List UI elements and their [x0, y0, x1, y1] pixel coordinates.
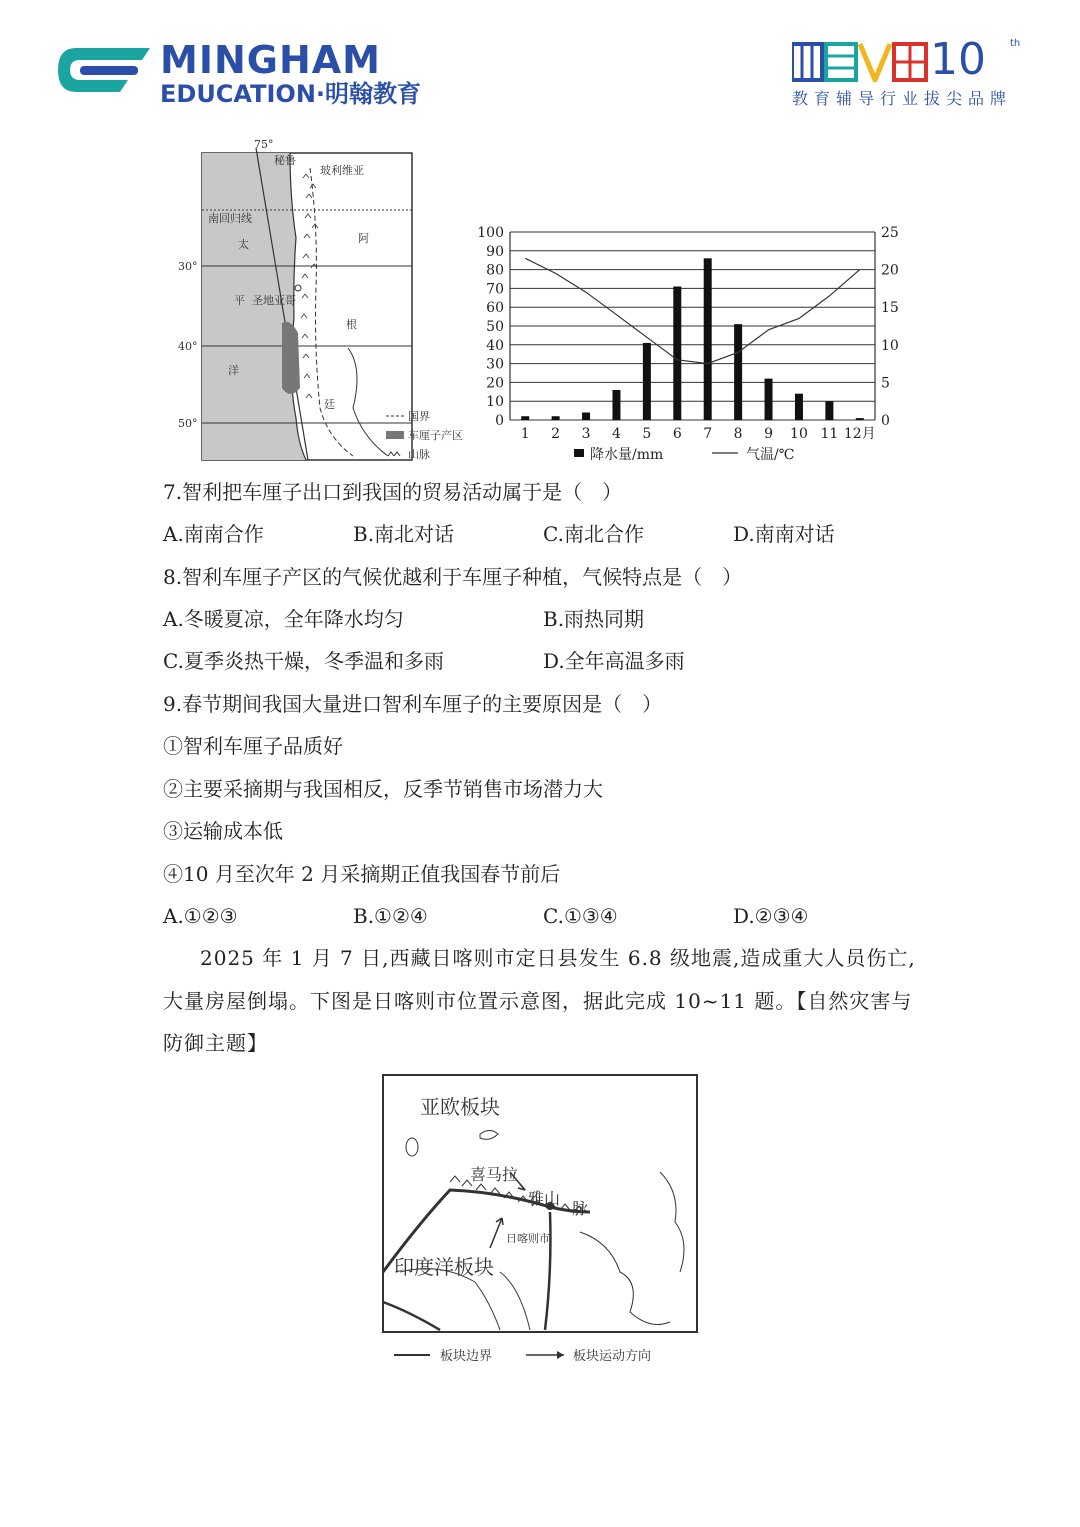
precip-bar [765, 379, 773, 420]
eurasia-plate-label: 亚欧板块 [420, 1095, 500, 1119]
month-tick-label: 11 [820, 426, 839, 442]
brand-name: MINGHAM [160, 38, 381, 82]
argentina-char-1: 阿 [358, 232, 369, 245]
left-tick-label: 90 [486, 243, 504, 260]
month-tick-label: 1 [520, 426, 530, 442]
month-tick-label: 12月 [843, 426, 876, 442]
intro-line-1: 2025 年 1 月 7 日,西藏日喀则市定日县发生 6.8 级地震,造成重大人员伤亡, [200, 946, 916, 970]
month-tick-label: 7 [703, 426, 713, 442]
peru-label: 秘鲁 [274, 154, 296, 167]
lat-30-label: 30° [178, 260, 198, 273]
precip-bar [612, 390, 620, 420]
q8-option-d[interactable]: D.全年高温多雨 [543, 649, 685, 673]
shigatse-label: 日喀则市 [506, 1232, 550, 1245]
left-tick-label: 20 [486, 375, 504, 392]
month-tick-label: 6 [672, 426, 682, 442]
temperature-line [525, 258, 860, 363]
legend-precip-swatch [574, 449, 584, 457]
precip-bar [825, 401, 833, 420]
q9-statement-3: ③运输成本低 [163, 819, 283, 843]
q7-option-a[interactable]: A.南南合作 [163, 522, 264, 546]
q7-option-b[interactable]: B.南北对话 [353, 522, 455, 546]
anniversary-number: 10 [930, 34, 986, 85]
month-tick-label: 4 [611, 426, 621, 442]
santiago-label: 圣地亚哥 [252, 294, 296, 307]
month-tick-label: 3 [581, 426, 591, 442]
right-tick-label: 0 [881, 413, 890, 429]
legend-boundary: 板块边界 [440, 1349, 493, 1364]
right-tick-label: 10 [881, 337, 899, 354]
precip-bar [673, 287, 681, 420]
plate-map [380, 1072, 700, 1372]
q9-statement-4: ④10 月至次年 2 月采摘期正值我国春节前后 [163, 862, 561, 886]
legend-cherry: 车厘子产区 [408, 429, 463, 442]
bolivia-label: 玻利维亚 [320, 164, 364, 177]
q9-option-c[interactable]: C.①③④ [543, 904, 618, 928]
precip-bar [643, 343, 651, 420]
q9-statement-2: ②主要采摘期与我国相反，反季节销售市场潜力大 [163, 777, 603, 801]
legend-border: 国界 [408, 410, 430, 423]
q8-stem: 8.智利车厘子产区的气候优越利于车厘子种植，气候特点是（ ） [163, 565, 743, 589]
precip-bar [734, 324, 742, 420]
legend-mountain: 山脉 [408, 448, 430, 461]
indian-plate-label: 印度洋板块 [394, 1255, 494, 1279]
mingham-logo-mark [58, 40, 158, 102]
anniversary-suffix: th [1010, 38, 1021, 49]
tropic-label: 南回归线 [208, 212, 252, 225]
q8-option-b[interactable]: B.雨热同期 [543, 607, 645, 631]
lat-50-label: 50° [178, 417, 198, 430]
q7-option-c[interactable]: C.南北合作 [543, 522, 644, 546]
q9-statement-1: ①智利车厘子品质好 [163, 734, 343, 758]
legend-precip-label: 降水量/mm [590, 447, 664, 463]
left-tick-label: 30 [486, 356, 504, 373]
chile-map [178, 138, 483, 468]
month-tick-label: 2 [551, 426, 561, 442]
precip-bar [552, 416, 560, 420]
brand-slogan: 教育辅导行业拔尖品牌 [792, 89, 1013, 108]
intro-line-2: 大量房屋倒塌。下图是日喀则市位置示意图，据此完成 10~11 题。【自然灾害与 [163, 989, 913, 1013]
right-tick-label: 15 [881, 300, 899, 317]
left-tick-label: 60 [486, 300, 504, 317]
lat-40-label: 40° [178, 340, 198, 353]
legend-temp-label: 气温/℃ [746, 447, 795, 463]
month-tick-label: 8 [733, 426, 743, 442]
q7-stem: 7.智利把车厘子出口到我国的贸易活动属于是（ ） [163, 480, 623, 504]
month-tick-label: 5 [642, 426, 652, 442]
legend-motion: 板块运动方向 [573, 1349, 652, 1364]
himalaya-label-2: 雅山 [528, 1189, 561, 1208]
pacific-char-2: 平 [234, 294, 245, 307]
q8-option-a[interactable]: A.冬暖夏凉，全年降水均匀 [163, 607, 404, 631]
left-tick-label: 100 [477, 225, 504, 241]
brand-subtitle: EDUCATION·明翰教育 [160, 80, 422, 108]
left-tick-label: 70 [486, 281, 504, 298]
mev-logo [792, 42, 928, 82]
right-tick-label: 5 [881, 375, 890, 392]
right-tick-label: 25 [881, 225, 899, 241]
intro-line-3: 防御主题】 [163, 1031, 268, 1055]
pacific-char-1: 太 [238, 238, 249, 251]
precip-bar [704, 258, 712, 420]
precip-bar [582, 412, 590, 420]
pacific-char-3: 洋 [228, 364, 239, 377]
q9-option-a[interactable]: A.①②③ [163, 904, 238, 928]
q8-option-c[interactable]: C.夏季炎热干燥，冬季温和多雨 [163, 649, 444, 673]
right-tick-label: 20 [881, 262, 899, 279]
left-tick-label: 40 [486, 337, 504, 354]
left-tick-label: 0 [495, 413, 504, 429]
left-tick-label: 80 [486, 262, 504, 279]
lon-75-label: 75° [254, 138, 274, 151]
left-tick-label: 50 [486, 319, 504, 335]
precip-bar [521, 416, 529, 420]
precip-bar [795, 394, 803, 420]
argentina-char-2: 根 [346, 318, 357, 331]
month-tick-label: 9 [764, 426, 774, 442]
month-tick-label: 10 [790, 426, 808, 442]
q9-option-d[interactable]: D.②③④ [733, 904, 809, 928]
q9-stem: 9.春节期间我国大量进口智利车厘子的主要原因是（ ） [163, 692, 663, 716]
q7-option-d[interactable]: D.南南对话 [733, 522, 835, 546]
himalaya-label-1: 喜马拉 [470, 1165, 519, 1184]
left-tick-label: 10 [486, 394, 504, 411]
argentina-char-3: 廷 [324, 398, 335, 411]
himalaya-label-3: 脉 [572, 1199, 589, 1218]
climate-chart [470, 222, 900, 467]
precip-bar [856, 418, 864, 420]
q9-option-b[interactable]: B.①②④ [353, 904, 428, 928]
